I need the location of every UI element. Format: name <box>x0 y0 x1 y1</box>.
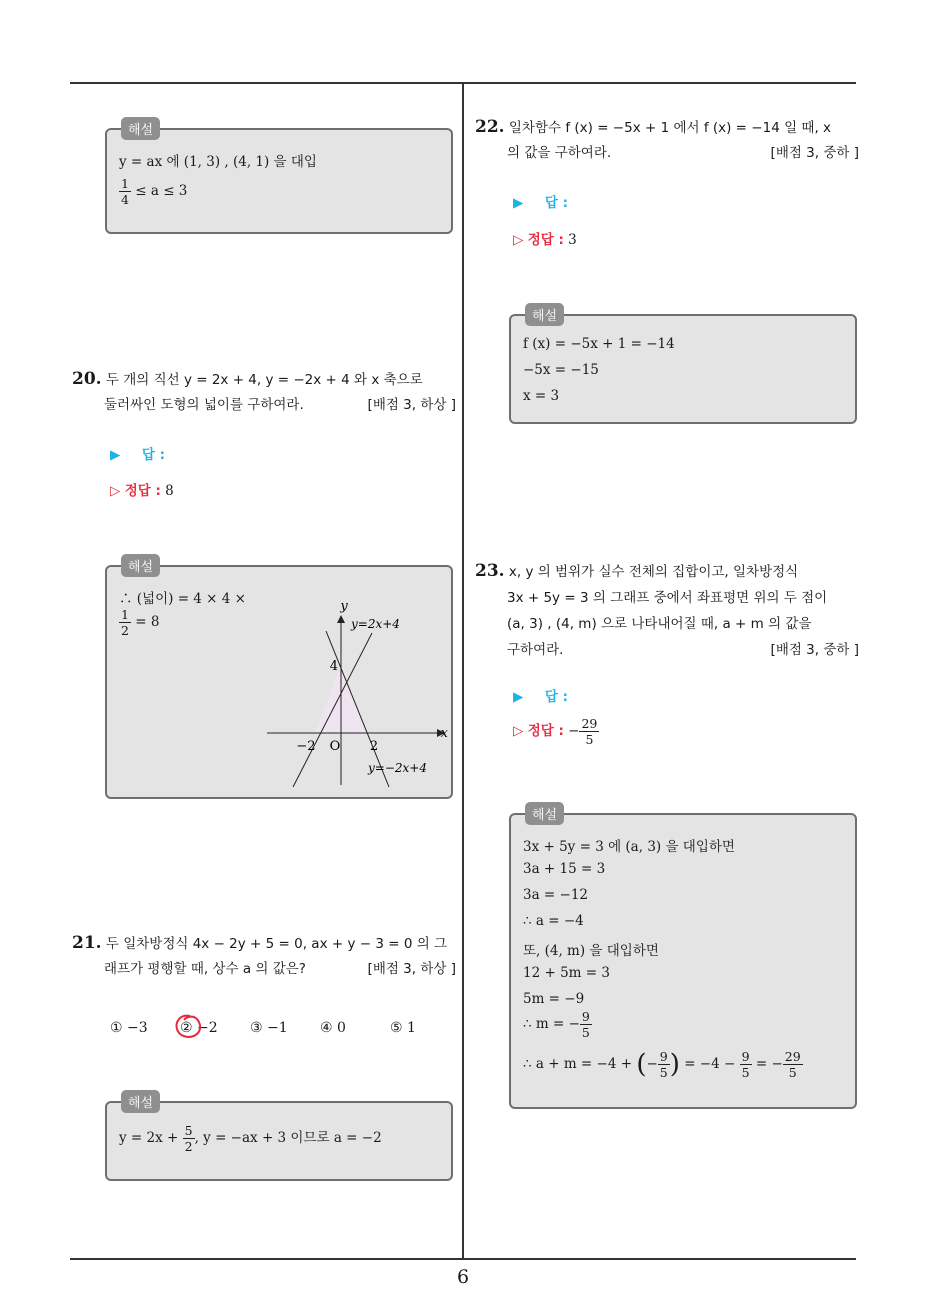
fraction: $\frac{5}{2}$ <box>184 1123 193 1154</box>
x-axis-label: x <box>440 726 448 741</box>
fraction: $\frac{9}{5}$ <box>659 1049 668 1080</box>
answer-play-icon: ▶ <box>513 195 524 211</box>
q23-solution-line3: 3a = −12 <box>523 887 589 903</box>
q20-question <box>72 367 456 418</box>
correct-triangle-icon: ▷ <box>110 483 121 499</box>
answer-label: 답 : <box>141 447 165 463</box>
column-divider <box>462 84 464 1259</box>
y-axis-label: y <box>340 599 348 614</box>
answer-label: 답 : <box>544 689 568 705</box>
q21-text-line1: 두 일차방정식 4x − 2y + 5 = 0, ax + y − 3 = 0 의 그 <box>105 936 448 952</box>
page-number: 6 <box>456 1266 470 1288</box>
y-axis-arrow <box>337 615 345 623</box>
q21-choice-4[interactable]: ④ 0 <box>320 1020 346 1036</box>
q21-choice-2[interactable]: ② −2 <box>180 1020 218 1036</box>
explanation-label: 해설 <box>121 1090 160 1113</box>
q20-solution-box <box>105 560 453 799</box>
q22-question <box>475 115 859 166</box>
q23-solution-line5: 또, (4, m) 을 대입하면 <box>523 943 659 959</box>
q23-score: [배점 3, 중하 ] <box>770 642 859 658</box>
q19-solution-box <box>105 123 453 234</box>
explanation-label: 해설 <box>525 802 564 825</box>
q23-solution-line9: ∴ a + m = −4 + (− $\frac{9}{5}$ ) = −4 − $\frac{9}{5}$ = − $\frac{29}{5}$ <box>523 1049 801 1080</box>
q19-solution-line2: $\frac{1}{4}$ ≤ a ≤ 3 <box>121 176 188 207</box>
q22-solution-line1: f (x) = −5x + 1 = −14 <box>523 336 675 352</box>
q22-solution-line3: x = 3 <box>523 388 560 404</box>
q20-correct-value: 8 <box>165 483 174 499</box>
right-paren: ) <box>669 1049 680 1080</box>
q22-score: [배점 3, 중하 ] <box>770 145 859 161</box>
q23-text-line1: x, y 의 범위가 실수 전체의 집합이고, 일차방정식 <box>508 564 799 580</box>
tick-2: 2 <box>369 739 379 754</box>
q23-text-line3: (a, 3) , (4, m) 으로 나타내어질 때, a + m 의 값을 <box>507 616 812 632</box>
q22-text-line1: 일차함수 f (x) = −5x + 1 에서 f (x) = −14 일 때, x <box>508 120 832 136</box>
answer-play-icon: ▶ <box>110 447 121 463</box>
q23-solution-line6: 12 + 5m = 3 <box>523 965 610 981</box>
q23-correct-line <box>513 716 599 747</box>
q21-solution-line: y = 2x + $\frac{5}{2}$ , y = −ax + 3 이므로 a = −2 <box>119 1123 382 1154</box>
q20-answer-line <box>110 443 165 463</box>
q20-text-line2: 둘러싸인 도형의 넓이를 구하여라. <box>104 397 304 413</box>
correct-label: 정답 : <box>124 483 161 499</box>
q22-correct-line <box>513 228 577 248</box>
fraction: $\frac{9}{5}$ <box>741 1049 750 1080</box>
q19-solution-line1: y = ax 에 (1, 3) , (4, 1) 을 대입 <box>119 154 317 170</box>
answer-label: 답 : <box>544 195 568 211</box>
line-y-2x-plus-4 <box>293 633 372 787</box>
q23-solution-line8: ∴ m = − $\frac{9}{5}$ <box>523 1009 590 1040</box>
q21-score: [배점 3, 하상 ] <box>367 961 456 977</box>
explanation-label: 해설 <box>121 554 160 577</box>
q21-solution-box <box>105 1096 453 1181</box>
q20-correct-line <box>110 479 174 499</box>
q23-number: 23. <box>475 561 505 581</box>
line1-label: y=2x+4 <box>351 617 400 631</box>
q23-solution-box <box>509 808 857 1109</box>
answer-play-icon: ▶ <box>513 689 524 705</box>
fraction: $\frac{29}{5}$ <box>784 1049 801 1080</box>
q21-text-line2: 래프가 평행할 때, 상수 a 의 값은? <box>104 961 306 977</box>
correct-label: 정답 : <box>527 232 564 248</box>
q20-number: 20. <box>72 369 102 389</box>
q20-text-line1: 두 개의 직선 y = 2x + 4, y = −2x + 4 와 x 축으로 <box>105 372 423 388</box>
q23-solution-line1: 3x + 5y = 3 에 (a, 3) 을 대입하면 <box>523 839 735 855</box>
q23-text-line4: 구하여라. <box>507 642 564 658</box>
q23-solution-line2: 3a + 15 = 3 <box>523 861 606 877</box>
q22-answer-line <box>513 191 568 211</box>
q22-text-line2: 의 값을 구하여라. <box>507 145 612 161</box>
fraction: $\frac{29}{5}$ <box>581 716 598 747</box>
correct-triangle-icon: ▷ <box>513 232 524 248</box>
q20-solution-line1: ∴ (넓이) = 4 × 4 × <box>119 591 246 607</box>
q23-question <box>475 558 859 663</box>
q21-number: 21. <box>72 933 102 953</box>
q20-solution-line2: $\frac{1}{2}$ = 8 <box>121 607 160 638</box>
q21-choice-3[interactable]: ③ −1 <box>250 1020 288 1036</box>
correct-label: 정답 : <box>527 723 564 739</box>
selected-choice-circle-icon <box>172 1012 204 1042</box>
q21-choice-1[interactable]: ① −3 <box>110 1020 148 1036</box>
origin-label: O <box>329 739 341 754</box>
bottom-rule <box>70 1258 856 1260</box>
q20-graph <box>262 595 452 790</box>
q23-solution-line7: 5m = −9 <box>523 991 585 1007</box>
q23-answer-line <box>513 685 568 705</box>
correct-triangle-icon: ▷ <box>513 723 524 739</box>
fraction: $\frac{9}{5}$ <box>581 1009 590 1040</box>
q22-number: 22. <box>475 117 505 137</box>
q20-score: [배점 3, 하상 ] <box>367 397 456 413</box>
line2-label: y=−2x+4 <box>368 761 427 775</box>
q22-correct-value: 3 <box>568 232 577 248</box>
q21-choice-5[interactable]: ⑤ 1 <box>390 1020 416 1036</box>
q22-solution-line2: −5x = −15 <box>523 362 599 378</box>
fraction: $\frac{1}{2}$ <box>121 607 129 638</box>
explanation-label: 해설 <box>121 117 160 140</box>
fraction: $\frac{1}{4}$ <box>121 176 129 207</box>
q23-correct-value: − $\frac{29}{5}$ <box>568 716 598 747</box>
tick-neg2: −2 <box>296 739 316 754</box>
left-paren: ( <box>636 1049 647 1080</box>
q23-text-line2: 3x + 5y = 3 의 그래프 중에서 좌표평면 위의 두 점이 <box>507 590 828 606</box>
q22-solution-box <box>509 309 857 424</box>
tick-4: 4 <box>329 659 338 674</box>
q23-solution-line4: ∴ a = −4 <box>523 913 584 929</box>
q21-question <box>72 931 456 982</box>
explanation-label: 해설 <box>525 303 564 326</box>
